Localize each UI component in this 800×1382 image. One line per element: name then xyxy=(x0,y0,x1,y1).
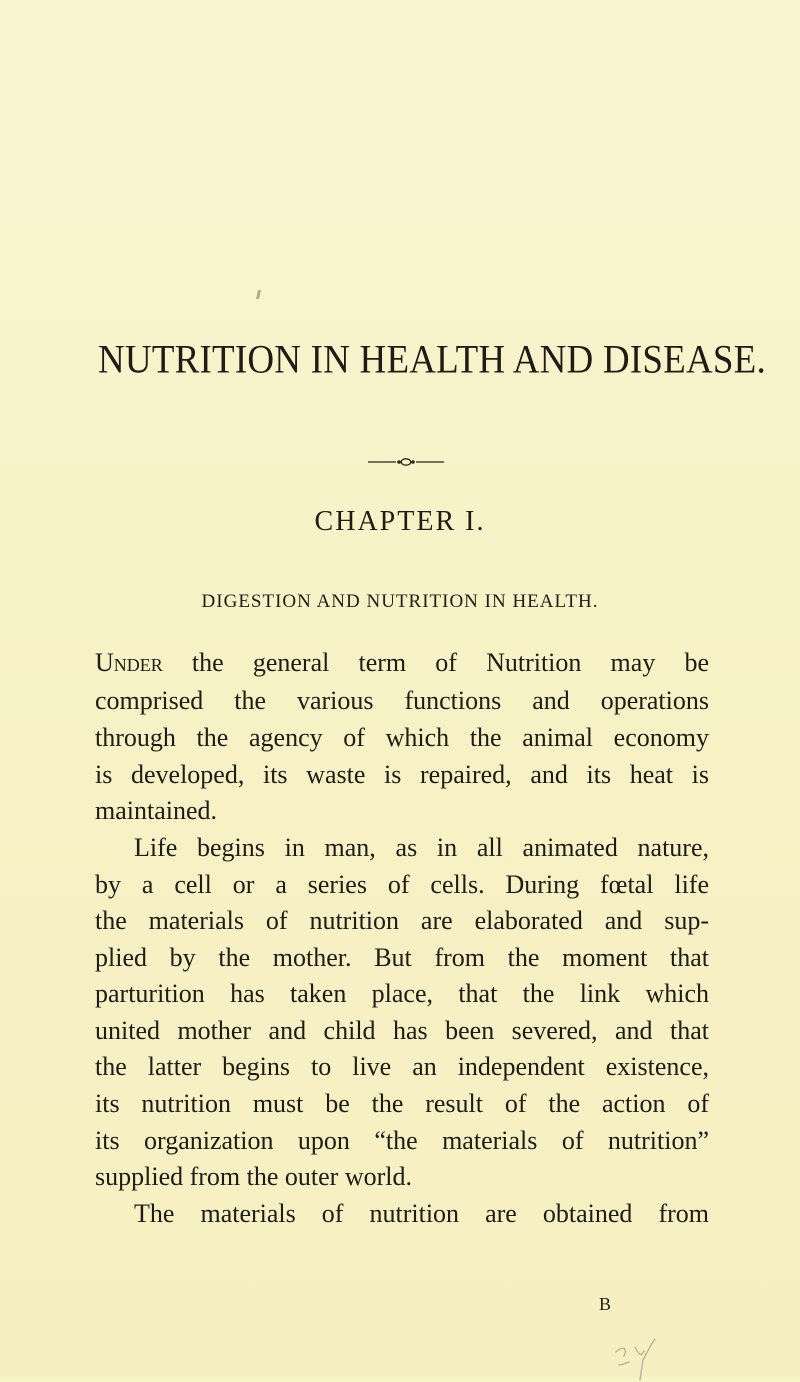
chapter-subtitle: DIGESTION AND NUTRITION IN HEALTH. xyxy=(201,591,599,612)
paragraph-1-first-word: Under xyxy=(95,648,163,677)
paragraph-1-line-2: comprised the various functions and operations xyxy=(95,686,709,715)
paragraph-2-line-3: the materials of nutrition are elaborated and sup- xyxy=(95,906,709,935)
paragraph-2-line-5: parturition has taken place, that the link which xyxy=(95,979,709,1008)
paragraph-1-line-1-text: the general term of Nutrition may be xyxy=(162,648,709,677)
paragraph-2-line-4: plied by the mother. But from the moment that xyxy=(95,943,709,972)
title-ornament-divider-icon xyxy=(368,456,444,468)
paragraph-1-line-4: is developed, its waste is repaired, and its heat is xyxy=(95,760,709,789)
paragraph-2-line-1: Life begins in man, as in all animated nature, xyxy=(134,833,709,862)
book-title: NUTRITION IN HEALTH AND DISEASE. xyxy=(98,338,766,383)
paragraph-3-line-1: The materials of nutrition are obtained from xyxy=(134,1199,709,1228)
paper-speck-mark xyxy=(256,290,261,299)
paragraph-2-line-7: the latter begins to live an independent existence, xyxy=(95,1052,709,1081)
paragraph-2-line-9: its organization upon “the materials of nutrition” xyxy=(95,1126,709,1155)
paragraph-2-line-6: united mother and child has been severed, and that xyxy=(95,1016,709,1045)
paragraph-2-line-10: supplied from the outer world. xyxy=(95,1162,412,1191)
handwritten-pencil-mark-icon xyxy=(612,1334,660,1382)
printer-signature-mark: B xyxy=(599,1294,613,1314)
paragraph-1-line-5: maintained. xyxy=(95,796,218,825)
paragraph-1-line-3: through the agency of which the animal economy xyxy=(95,723,709,752)
paragraph-1-line-1 xyxy=(95,648,709,678)
paragraph-2-line-8: its nutrition must be the result of the action of xyxy=(95,1089,709,1118)
paragraph-2-line-2: by a cell or a series of cells. During fœtal life xyxy=(95,870,709,899)
chapter-heading: CHAPTER I. xyxy=(314,506,486,537)
